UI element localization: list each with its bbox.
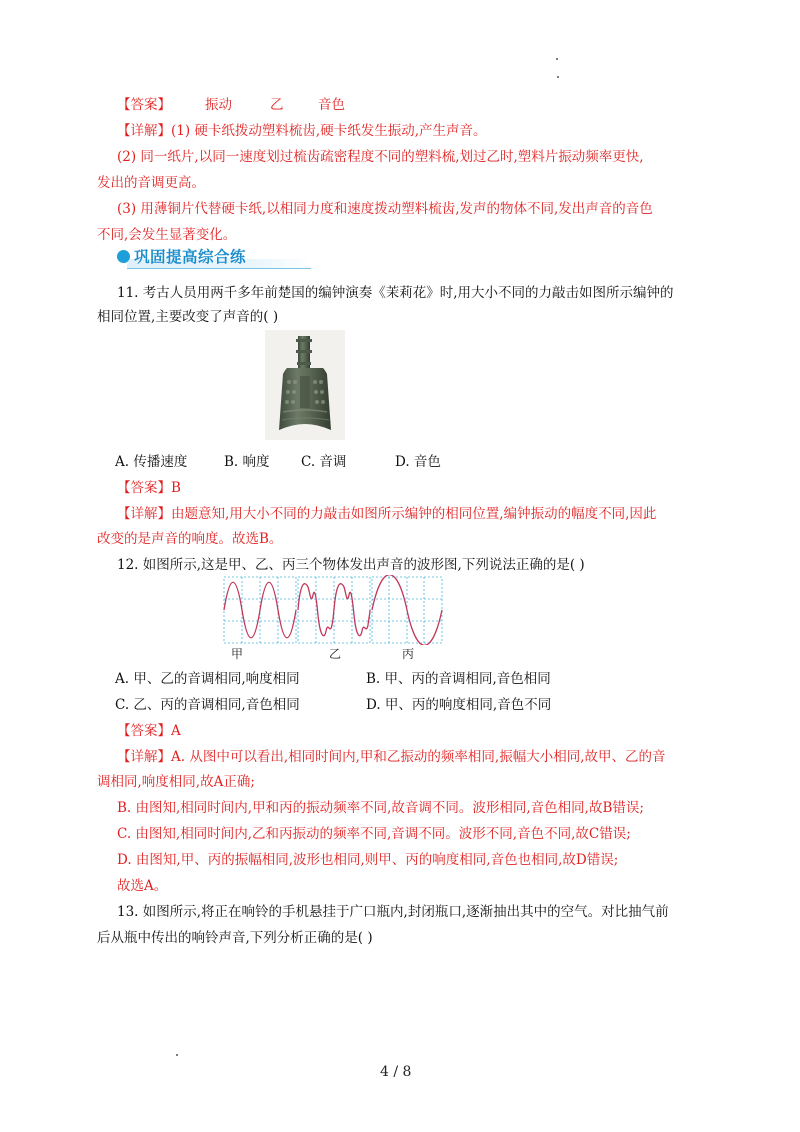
- waveform-label-yi: 乙: [329, 647, 342, 661]
- decorative-dot: [176, 1054, 178, 1056]
- q11-detail-line2: 改变的是声音的响度。故选B。: [97, 531, 283, 547]
- detail-10-p1: 【详解】(1) 硬卡纸拨动塑料梳齿,硬卡纸发生振动,产生声音。: [117, 123, 487, 139]
- answer-label: 【答案】: [117, 723, 171, 739]
- section-title: 巩固提高综合练: [134, 248, 247, 266]
- decorative-dot: [557, 76, 559, 78]
- q12-option-b: B. 甲、丙的音调相同,音色相同: [366, 671, 551, 687]
- detail-label: 【详解】: [117, 749, 171, 765]
- waveform-label-jia: 甲: [231, 647, 244, 661]
- q12-detail-line2: 调相同,响度相同,故A正确;: [97, 774, 255, 790]
- answer-10-row: [117, 96, 171, 114]
- bullet-icon: [117, 250, 130, 263]
- q11-option-c: C. 音调: [301, 454, 347, 470]
- q11-option-a: A. 传播速度: [115, 454, 188, 470]
- section-heading: [117, 244, 311, 268]
- q11-option-b: B. 响度: [224, 454, 270, 470]
- q12-answer: [117, 722, 181, 740]
- q13-stem-line2: 后从瓶中传出的响铃声音,下列分析正确的是( ): [97, 930, 373, 946]
- detail-10-p2-line1: (2) 同一纸片,以同一速度划过梳齿疏密程度不同的塑料梳,划过乙时,塑料片振动频率更快,: [117, 149, 644, 165]
- q11-detail-line1: 【详解】由题意知,用大小不同的力敲击如图所示编钟的相同位置,编钟振动的幅度不同,因此: [117, 506, 657, 522]
- page-number: 4 / 8: [380, 1064, 412, 1080]
- q11-stem-line1: 11. 考古人员用两千多年前楚国的编钟演奏《茉莉花》时,用大小不同的力敲击如图所示编钟的: [117, 285, 674, 301]
- answer-label: 【答案】: [117, 480, 171, 496]
- q13-stem-line1: 13. 如图所示,将正在响铃的手机悬挂于广口瓶内,封闭瓶口,逐渐抽出其中的空气。对比抽气前: [117, 904, 669, 920]
- answer-10-blank-1: 振动: [205, 97, 232, 113]
- waveform-graphs: [222, 575, 444, 645]
- q12-option-d: D. 甲、丙的响度相同,音色不同: [366, 697, 552, 713]
- q12-detail-c: C. 由图知,相同时间内,乙和丙振动的频率不同,音调不同。波形不同,音色不同,故C错误;: [117, 826, 631, 842]
- q11-stem-line2: 相同位置,主要改变了声音的( ): [97, 309, 279, 325]
- detail-10-p3-line1: (3) 用薄铜片代替硬卡纸,以相同力度和速度拨动塑料梳齿,发声的物体不同,发出声音的音色: [117, 201, 653, 217]
- detail-10-p3-line2: 不同,会发生显著变化。: [97, 227, 237, 243]
- waveform-label-bing: 丙: [402, 647, 415, 661]
- q12-detail-b: B. 由图知,相同时间内,甲和丙的振动频率不同,故音调不同。波形相同,音色相同,故B错误;: [117, 800, 644, 816]
- answer-10-blank-3: 音色: [318, 97, 345, 113]
- detail-10-p2-line2: 发出的音调更高。: [97, 175, 205, 191]
- answer-label: 【答案】: [117, 97, 171, 113]
- q12-conclusion: 故选A。: [117, 878, 168, 894]
- decorative-dot: [556, 58, 558, 60]
- detail-label: 【详解】: [117, 506, 171, 522]
- answer-value: A: [171, 723, 181, 739]
- q12-detail-d: D. 由图知,甲、丙的振幅相同,波形也相同,则甲、丙的响度相同,音色也相同,故D错误;: [117, 852, 619, 868]
- q12-option-a: A. 甲、乙的音调相同,响度相同: [115, 671, 300, 687]
- bronze-bell-image: [265, 330, 345, 440]
- bell-illustration: [265, 330, 345, 440]
- q12-option-c: C. 乙、丙的音调相同,音色相同: [115, 697, 300, 713]
- waveform-figure: [222, 575, 444, 659]
- q11-answer: [117, 479, 181, 497]
- q12-detail-line1: 【详解】A. 从图中可以看出,相同时间内,甲和乙振动的频率相同,振幅大小相同,故甲、乙的音: [117, 749, 666, 765]
- q12-stem: 12. 如图所示,这是甲、乙、丙三个物体发出声音的波形图,下列说法正确的是( ): [117, 557, 585, 573]
- answer-value: B: [171, 480, 181, 496]
- answer-10-blank-2: 乙: [270, 97, 284, 113]
- q11-option-d: D. 音色: [395, 454, 441, 470]
- detail-label: 【详解】: [117, 123, 171, 139]
